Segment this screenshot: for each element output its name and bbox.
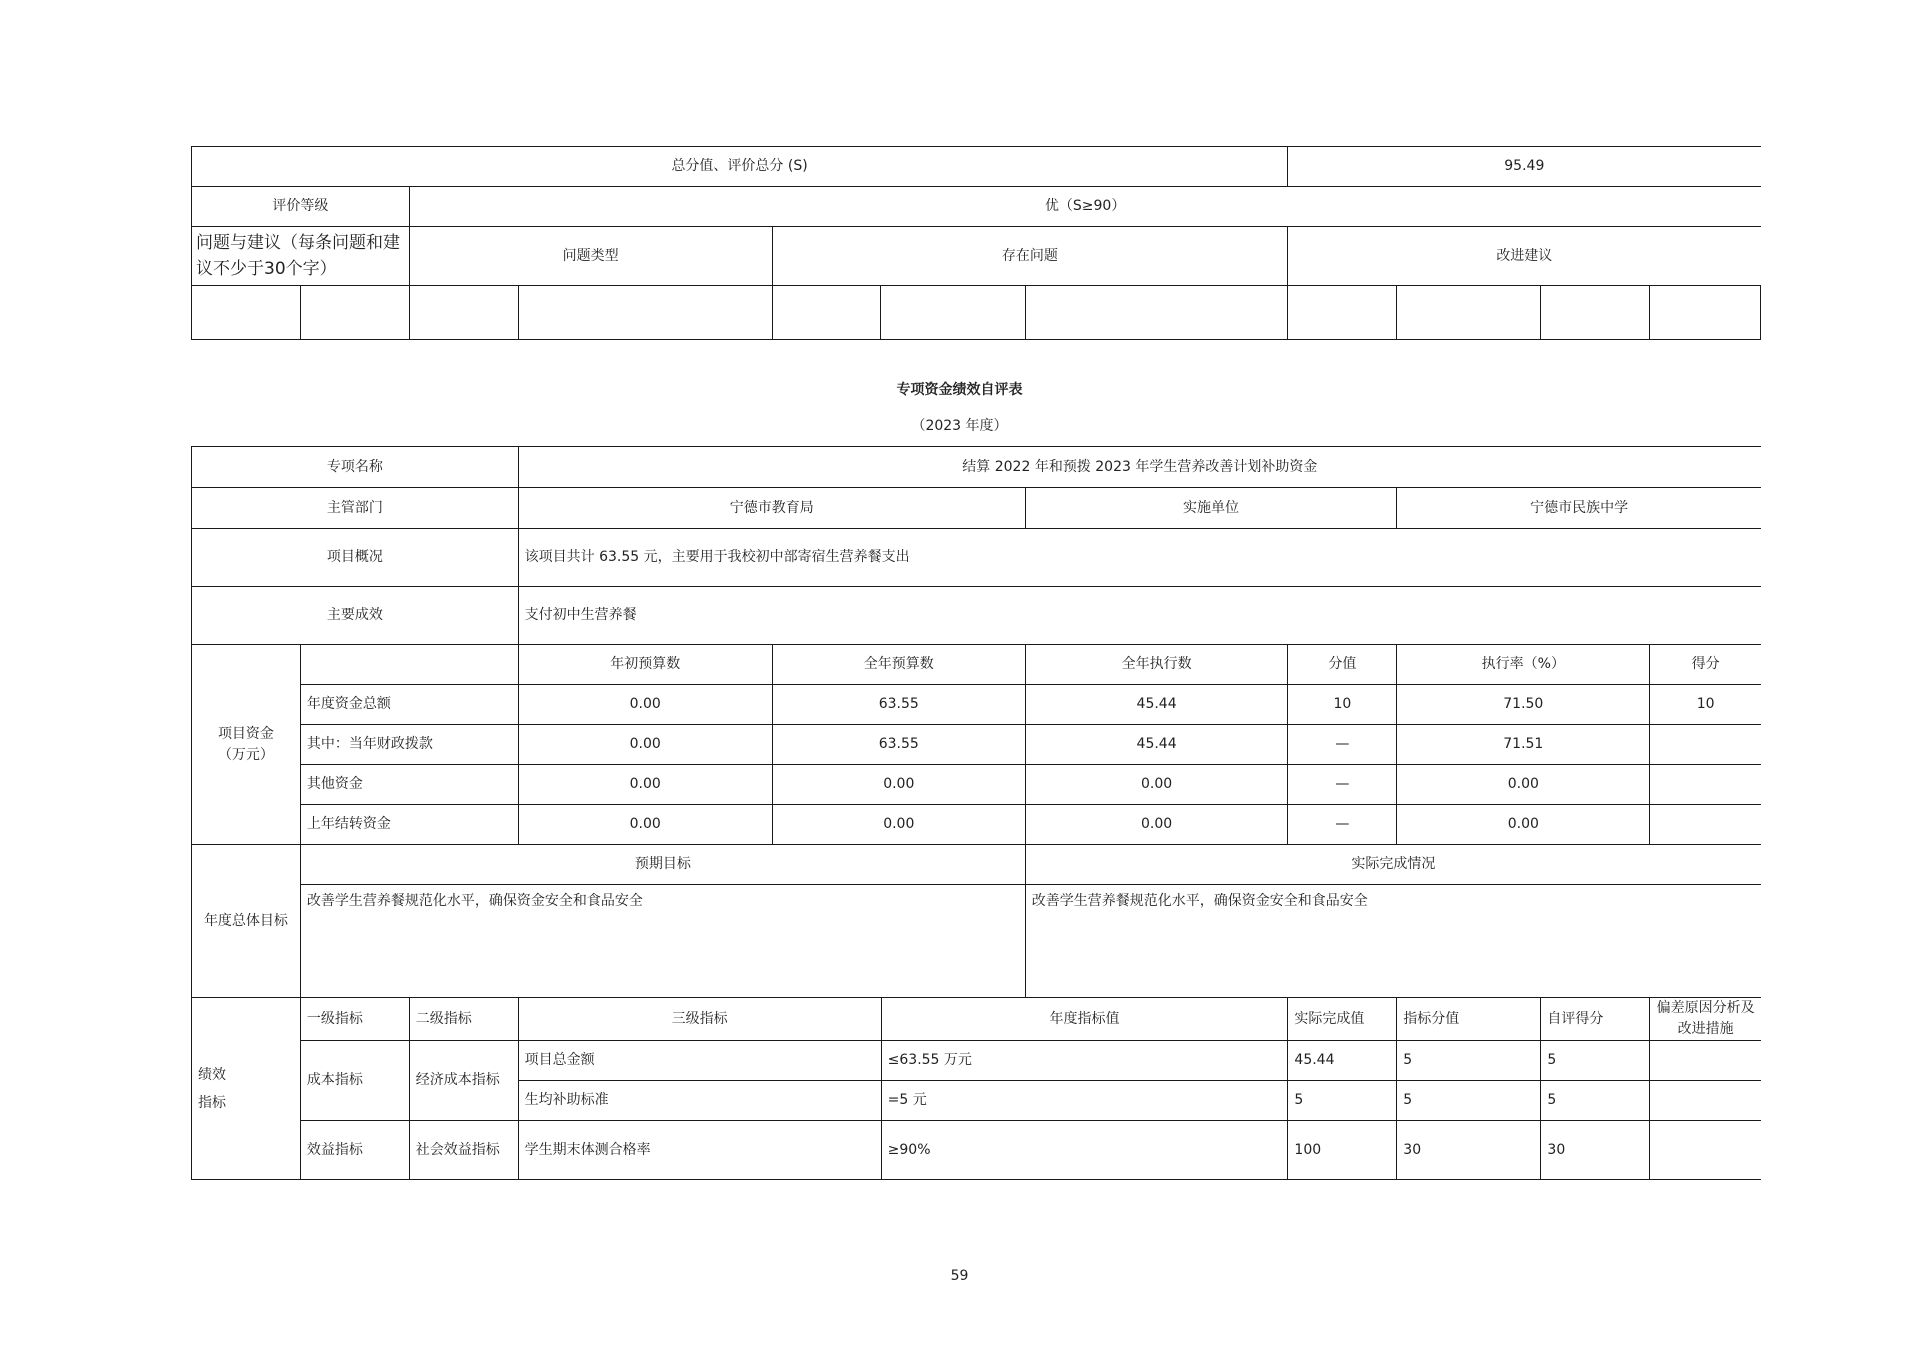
empty-cell [881, 286, 1025, 340]
annual-goals-label: 年度总体目标 [192, 845, 301, 998]
grade-label: 评价等级 [192, 187, 410, 227]
indicator-actual: 5 [1288, 1081, 1397, 1121]
main-result-value: 支付初中生营养餐 [518, 587, 1761, 645]
indicator-header: 一级指标 [300, 998, 409, 1041]
funds-cell: 0.00 [518, 805, 772, 845]
existing-problem-header: 存在问题 [772, 227, 1288, 286]
funds-cell: 0.00 [1025, 805, 1288, 845]
empty-cell [518, 286, 772, 340]
funds-cell: 0.00 [518, 685, 772, 725]
implementing-unit-value: 宁德市民族中学 [1397, 488, 1761, 529]
indicator-score: 30 [1397, 1121, 1541, 1180]
indicator-header: 自评得分 [1541, 998, 1650, 1041]
actual-completion-value: 改善学生营养餐规范化水平，确保资金安全和食品安全 [1025, 885, 1761, 998]
document-title: 专项资金绩效自评表 [896, 382, 1023, 398]
indicator-name: 学生期末体测合格率 [518, 1121, 881, 1180]
indicator-header: 实际完成值 [1288, 998, 1397, 1041]
indicator-target: ≥90% [881, 1121, 1288, 1180]
funds-header: 分值 [1288, 645, 1397, 685]
funds-cell: 63.55 [772, 725, 1025, 765]
funds-row-name: 其中：当年财政拨款 [300, 725, 518, 765]
empty-cell [1397, 286, 1541, 340]
funds-cell: 10 [1288, 685, 1397, 725]
empty-cell [1649, 286, 1760, 340]
total-score-label: 总分值、评价总分 (S) [192, 147, 1288, 187]
indicator-actual: 45.44 [1288, 1041, 1397, 1081]
indicator-actual: 100 [1288, 1121, 1397, 1180]
funds-header: 年初预算数 [518, 645, 772, 685]
project-funds-label: 项目资金（万元） [192, 645, 301, 845]
indicator-header: 三级指标 [518, 998, 881, 1041]
indicator-header: 偏差原因分析及改进措施 [1650, 998, 1761, 1041]
department-label: 主管部门 [192, 488, 519, 529]
main-result-label: 主要成效 [192, 587, 519, 645]
summary-table [191, 146, 1761, 340]
indicator-self-score: 5 [1541, 1081, 1650, 1121]
indicator-self-score: 5 [1541, 1041, 1650, 1081]
indicator-self-score: 30 [1541, 1121, 1650, 1180]
funds-cell: 0.00 [772, 805, 1025, 845]
funds-cell [1650, 765, 1761, 805]
indicator-name: 生均补助标准 [518, 1081, 881, 1121]
funds-row [192, 765, 1762, 805]
project-name-value: 结算 2022 年和预拨 2023 年学生营养改善计划补助资金 [518, 447, 1761, 488]
indicator-score: 5 [1397, 1041, 1541, 1081]
funds-row [192, 685, 1762, 725]
actual-completion-header: 实际完成情况 [1025, 845, 1761, 885]
indicator-name: 项目总金额 [518, 1041, 881, 1081]
page-number: 59 [950, 1268, 969, 1284]
funds-header: 得分 [1650, 645, 1761, 685]
funds-cell: — [1288, 725, 1397, 765]
funds-cell: 0.00 [772, 765, 1025, 805]
funds-row-name: 年度资金总额 [300, 685, 518, 725]
evaluation-table [191, 446, 1761, 1180]
indicator-header: 年度指标值 [881, 998, 1288, 1041]
funds-header: 全年执行数 [1025, 645, 1288, 685]
level2-cost: 经济成本指标 [409, 1041, 518, 1121]
issue-type-header: 问题类型 [409, 227, 772, 286]
indicator-header: 指标分值 [1397, 998, 1541, 1041]
funds-cell [1650, 725, 1761, 765]
indicator-row [192, 1041, 1762, 1081]
indicator-note [1650, 1121, 1761, 1180]
project-name-label: 专项名称 [192, 447, 519, 488]
indicator-target: =5 元 [881, 1081, 1288, 1121]
funds-cell [1650, 805, 1761, 845]
funds-header: 全年预算数 [772, 645, 1025, 685]
funds-header: 执行率（%） [1397, 645, 1650, 685]
project-overview-label: 项目概况 [192, 529, 519, 587]
funds-row-name: 上年结转资金 [300, 805, 518, 845]
funds-row [192, 805, 1762, 845]
empty-cell [1288, 286, 1397, 340]
empty-cell [1025, 286, 1288, 340]
funds-cell: 71.51 [1397, 725, 1650, 765]
performance-indicators-label: 绩效指标 [192, 998, 301, 1180]
empty-cell [772, 286, 881, 340]
funds-cell: 71.50 [1397, 685, 1650, 725]
project-overview-value: 该项目共计 63.55 元，主要用于我校初中部寄宿生营养餐支出 [518, 529, 1761, 587]
funds-cell: 0.00 [1397, 805, 1650, 845]
funds-row-name: 其他资金 [300, 765, 518, 805]
empty-cell [1541, 286, 1650, 340]
indicator-note [1650, 1041, 1761, 1081]
funds-cell: 63.55 [772, 685, 1025, 725]
issues-label: 问题与建议（每条问题和建议不少于30个字） [192, 227, 410, 286]
empty-cell [300, 645, 518, 685]
indicator-row [192, 1121, 1762, 1180]
funds-cell: 0.00 [518, 725, 772, 765]
empty-cell [192, 286, 301, 340]
indicator-header: 二级指标 [409, 998, 518, 1041]
total-score-value: 95.49 [1288, 147, 1761, 187]
funds-cell: 45.44 [1025, 725, 1288, 765]
indicator-note [1650, 1081, 1761, 1121]
indicator-target: ≤63.55 万元 [881, 1041, 1288, 1081]
level1-benefit: 效益指标 [300, 1121, 409, 1180]
funds-cell: 0.00 [1397, 765, 1650, 805]
expected-goal-value: 改善学生营养餐规范化水平，确保资金安全和食品安全 [300, 885, 1025, 998]
funds-cell: 45.44 [1025, 685, 1288, 725]
empty-cell [300, 286, 409, 340]
funds-cell: — [1288, 805, 1397, 845]
suggestion-header: 改进建议 [1288, 227, 1761, 286]
department-value: 宁德市教育局 [518, 488, 1025, 529]
funds-cell: — [1288, 765, 1397, 805]
funds-row [192, 725, 1762, 765]
implementing-unit-label: 实施单位 [1025, 488, 1397, 529]
document-year: （2023 年度） [911, 418, 1008, 434]
indicator-score: 5 [1397, 1081, 1541, 1121]
level2-benefit: 社会效益指标 [409, 1121, 518, 1180]
funds-cell: 10 [1650, 685, 1761, 725]
funds-cell: 0.00 [1025, 765, 1288, 805]
expected-goal-header: 预期目标 [300, 845, 1025, 885]
funds-cell: 0.00 [518, 765, 772, 805]
empty-cell [409, 286, 518, 340]
level1-cost: 成本指标 [300, 1041, 409, 1121]
grade-value: 优（S≥90） [409, 187, 1760, 227]
